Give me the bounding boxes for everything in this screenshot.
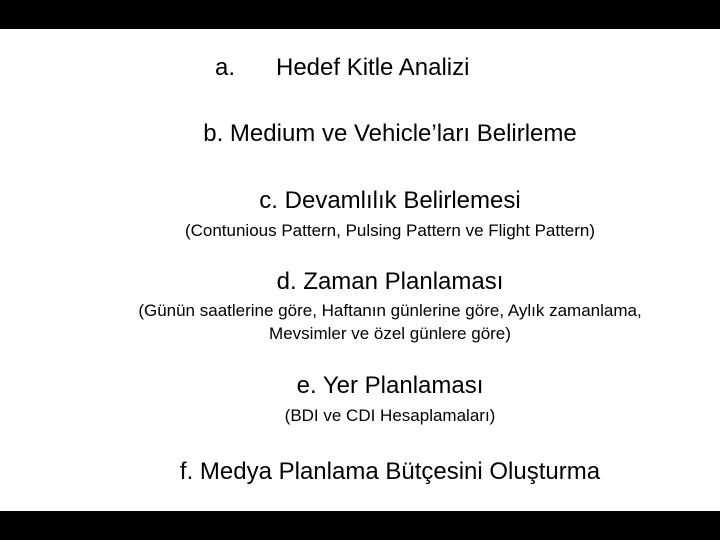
bottom-black-bar xyxy=(0,511,720,540)
item-b-title: b. Medium ve Vehicle’ları Belirleme xyxy=(203,120,577,147)
item-e-title: e. Yer Planlaması xyxy=(296,372,484,399)
item-f-title: f. Medya Planlama Bütçesini Oluşturma xyxy=(179,458,601,485)
item-a-title: Hedef Kitle Analizi xyxy=(276,54,470,81)
top-black-bar xyxy=(0,0,720,29)
item-c-subtitle: (Contunious Pattern, Pulsing Pattern ve Flight Pattern) xyxy=(184,221,596,240)
item-a-marker: a. xyxy=(215,54,236,81)
item-d-subtitle-line1: (Günün saatlerine göre, Haftanın günlerine göre, Aylık zamanlama, xyxy=(138,301,642,320)
item-d-subtitle-line2: Mevsimler ve özel günlere göre) xyxy=(269,324,511,343)
item-c-title: c. Devamlılık Belirlemesi xyxy=(259,187,521,214)
item-e-subtitle: (BDI ve CDI Hesaplamaları) xyxy=(284,406,496,425)
item-d-title: d. Zaman Planlaması xyxy=(276,268,504,295)
